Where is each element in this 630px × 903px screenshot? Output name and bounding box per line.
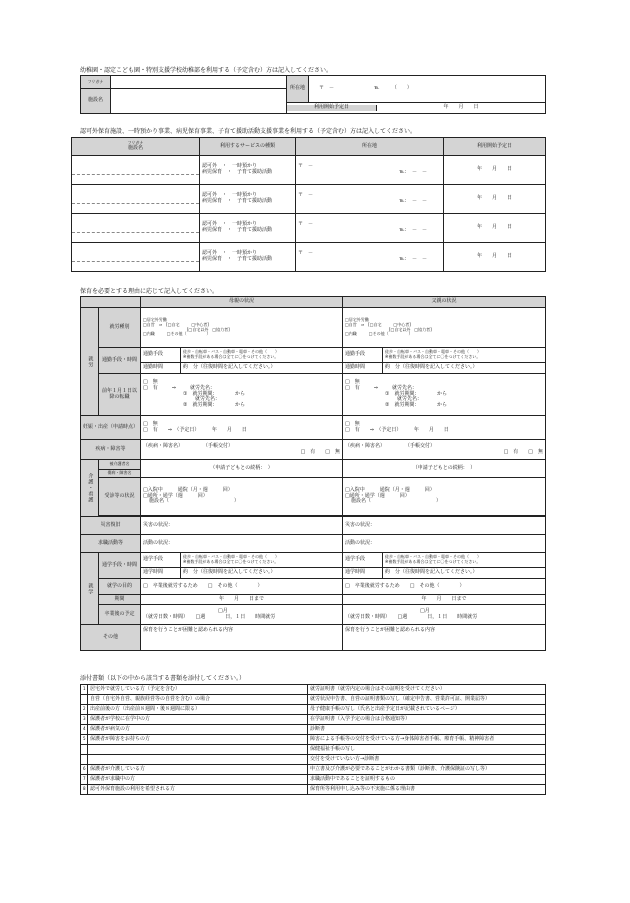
mother-study-time-label: 通学時間 [141, 568, 181, 579]
after-graduation-label: 卒業後の予定 [99, 605, 141, 625]
period-label: 期間 [99, 595, 141, 605]
father-prev-job[interactable]: □ 無 □ 有 ⇒ 就労先名： ① 就労期間： から 就労先名： ② 就労期間： から [343, 374, 546, 416]
attachment-document: 保健福祉手帳の写し [308, 745, 546, 755]
address-label: 所在地 [287, 76, 309, 103]
service-address-cell[interactable]: 〒 － ℡： － － [296, 156, 444, 185]
service-address-cell[interactable]: 〒 － ℡： － － [296, 214, 444, 243]
mother-disaster[interactable]: 災害の状況： [141, 517, 343, 535]
childcare-service-table [71, 137, 546, 272]
attachment-number [81, 755, 88, 765]
attachment-document: 診断書 [308, 725, 546, 735]
mother-illness[interactable]: （疾病・障害名） （手帳交付） □ 有 □ 無 [141, 440, 343, 460]
service-row [72, 156, 546, 185]
service-type-cell[interactable]: 認可外 ・ 一時預かり 病児保育 ・ 子育て援助活動 [200, 156, 296, 185]
attachment-document: 在学証明書（入学予定の場合は合格通知等） [308, 715, 546, 725]
father-study-time-label: 通学時間 [343, 568, 383, 579]
care-subject-label: 被介護者名 [99, 460, 141, 470]
service-facility-cell[interactable] [72, 243, 200, 272]
attachment-row [81, 705, 546, 715]
attachment-row [81, 755, 546, 765]
sec2-facility-header: フリガナ 施設名 [72, 138, 200, 156]
service-row [72, 243, 546, 272]
father-disaster[interactable]: 災害の状況： [343, 517, 546, 535]
mother-care-status[interactable]: □入院中 通院（月・週 回） □通所・通学（週 回） 施設名（ ） [141, 478, 343, 516]
service-start-cell[interactable]: 年 月 日 [444, 243, 546, 272]
father-commute-time[interactable]: 約 分（往復時間を記入してください。） [383, 363, 546, 374]
mother-study-purpose[interactable]: □ 卒業後就労するため □ その他（ ） [141, 579, 343, 595]
father-other[interactable]: 保育を行うことが困難と認められる内容 [343, 625, 546, 651]
attachment-row [81, 745, 546, 755]
section2-title: 認可外保育施設、一時預かり事業、病児保育事業、子育て援助活動支援事業を利用する（予定含む）方は記入してください。 [80, 128, 417, 135]
kindergarten-table [80, 75, 546, 114]
mother-header: 母親の状況 [141, 297, 343, 308]
mother-study-options[interactable]: 徒歩・自転車・バス・自動車・電車・その他（ ） ※複数手段がある場合は全てに〇をつけてください。 [181, 553, 343, 568]
attachment-document: 保育所等利用申し込み等の不実施に係る理由書 [308, 785, 546, 795]
childcare-reason-table [80, 296, 546, 651]
father-job-search[interactable]: 活動の状況： [343, 535, 546, 553]
father-period[interactable]: 年 月 日まで [343, 595, 546, 605]
attachment-row [81, 765, 546, 775]
attachment-document: 求職活動中であることを証明するもの [308, 775, 546, 785]
attachment-document: 就労状況申告書、自営の証明書類の写し（確定申告書、営業許可証、開業届等） [308, 695, 546, 705]
start-date-row[interactable] [287, 103, 546, 114]
mother-other[interactable]: 保育を行うことが困難と認められる内容 [141, 625, 343, 651]
attachments-table [80, 684, 546, 795]
attachment-document: 母子健康手帳の写し（氏名と出産予定日が記載されているページ） [308, 705, 546, 715]
attachment-row [81, 715, 546, 725]
attachment-condition: 保護者が学校に在学中の方 [88, 715, 308, 725]
disaster-label: 災害復旧 [81, 517, 141, 535]
father-pregnancy[interactable]: □ 無 □ 有 ⇒ （予定日） 年 月 日 [343, 416, 546, 440]
section3-title: 保育を必要とする理由に応じて記入してください。 [80, 288, 219, 295]
attachment-condition: 保護者が障害をお持ちの方 [88, 735, 308, 745]
attachment-row [81, 785, 546, 795]
attachment-number: 5 [81, 735, 88, 745]
service-start-cell[interactable]: 年 月 日 [444, 214, 546, 243]
attachment-condition: 出産前後の方（出産前８週間・後８週間に限る） [88, 705, 308, 715]
care-label: 介護・看護 [81, 460, 99, 517]
father-study-means-label: 通学手段 [343, 553, 383, 568]
service-facility-cell[interactable] [72, 156, 200, 185]
service-start-cell[interactable]: 年 月 日 [444, 156, 546, 185]
attachment-number [81, 695, 88, 705]
start-date-label: 利用開始予定日 [287, 105, 377, 111]
father-care-relation[interactable]: （申請子どもとの続柄： ） [343, 460, 546, 478]
attachment-number: 4 [81, 725, 88, 735]
employment-type-label: 就労種別 [99, 308, 141, 348]
attachment-number: 2 [81, 705, 88, 715]
attachment-document: 申立書及び介護が必要であることがわかる書類（診断書、介護保険証の写し等） [308, 765, 546, 775]
mother-period[interactable]: 年 月 日まで [141, 595, 343, 605]
mother-after-graduation[interactable]: □月 （就労日数・時間） □週 日，１日 時間就労 [141, 605, 343, 625]
service-start-cell[interactable]: 年 月 日 [444, 185, 546, 214]
father-commute-time-label: 通勤時間 [343, 363, 383, 374]
attachment-document: 障害による手帳等の交付を受けている方→身体障害者手帳、療育手帳、精神障害者 [308, 735, 546, 745]
section1-title: 幼稚園・認定こども園・特別支援学校幼稚部を利用する（予定含む）方は記入してください。 [80, 67, 333, 74]
sec2-start-header: 利用開始予定日 [444, 138, 546, 156]
service-address-cell[interactable]: 〒 － ℡： － － [296, 243, 444, 272]
mother-pregnancy[interactable]: □ 無 □ 有 ⇒ （予定日） 年 月 日 [141, 416, 343, 440]
sec2-service-header: 利用するサービスの種類 [200, 138, 296, 156]
attachment-number: 7 [81, 775, 88, 785]
sec2-address-header: 所在地 [296, 138, 444, 156]
illness-label: 疾病・障害等 [81, 440, 141, 460]
attachment-condition [88, 755, 308, 765]
mother-commute-means-label: 通勤手段 [141, 348, 181, 363]
attachment-document: 交付を受けていない方→診断書 [308, 755, 546, 765]
father-header: 父親の状況 [343, 297, 546, 308]
care-illness-label: 傷病・障害名 [99, 470, 141, 478]
mother-study-means-label: 通学手段 [141, 553, 181, 568]
start-date-value: 年 月 日 [443, 104, 479, 111]
service-type-cell[interactable]: 認可外 ・ 一時預かり 病児保育 ・ 子育て援助活動 [200, 185, 296, 214]
mother-job-search[interactable]: 活動の状況： [141, 535, 343, 553]
attachment-condition: 保護者が病気の方 [88, 725, 308, 735]
section4-title: 添付書類（以下の中から該当する書類を添付してください。） [80, 675, 246, 682]
address-field[interactable]: 〒 － ℡ （ ） [309, 76, 546, 103]
mother-commute-options[interactable]: 徒歩・自転車・バス・自動車・電車・その他（ ） ※複数手段がある場合は全てに〇をつけてください。 [181, 348, 343, 363]
father-study-time[interactable]: 約 分（往復時間を記入してください。） [383, 568, 546, 579]
service-type-cell[interactable]: 認可外 ・ 一時預かり 病児保育 ・ 子育て援助活動 [200, 243, 296, 272]
study-label: 就学 [81, 553, 99, 625]
study-purpose-label: 就学の目的 [99, 579, 141, 595]
attachment-row [81, 735, 546, 745]
father-care-status[interactable]: □入院中 通院（月・週 回） □通所・通学（週 回） 施設名（ ） [343, 478, 546, 516]
furigana-label: フリガナ [81, 76, 111, 89]
father-commute-means-label: 通勤手段 [343, 348, 383, 363]
study-commute-label: 通学手段・時間 [99, 553, 141, 579]
other-label: その他 [81, 625, 141, 651]
attachment-number: 6 [81, 765, 88, 775]
facility-name-label: 施設名 [81, 89, 111, 114]
facility-name-field[interactable] [111, 89, 287, 114]
attachment-row [81, 695, 546, 705]
service-facility-cell[interactable] [72, 185, 200, 214]
care-status-label: 受診等の状況 [99, 478, 141, 516]
service-row [72, 185, 546, 214]
mother-prev-job[interactable]: □ 無 □ 有 ⇒ 就労先名： ① 就労期間： から 就労先名： ② 就労期間： から [141, 374, 343, 416]
service-address-cell[interactable]: 〒 － ℡： － － [296, 185, 444, 214]
attachment-number: 1 [81, 685, 88, 695]
attachment-document: 就労証明書（就労内定の場合はその証明を受けてください） [308, 685, 546, 695]
mother-care-relation[interactable]: （申請子どもとの続柄： ） [141, 460, 343, 478]
father-study-purpose[interactable]: □ 卒業後就労するため □ その他（ ） [343, 579, 546, 595]
father-employment-type[interactable]: □居宅外労働 □自営 ⇒ [□自宅 □中心者] [□自宅以外 □協力者] □内職 □その他（ ） [343, 308, 546, 348]
service-facility-cell[interactable] [72, 214, 200, 243]
employment-label: 就労 [81, 308, 99, 416]
pregnancy-label: 妊娠・出産（申請時点） [81, 416, 141, 440]
father-study-options[interactable]: 徒歩・自転車・バス・自動車・電車・その他（ ） ※複数手段がある場合は全てに〇をつけてください。 [383, 553, 546, 568]
attachment-number [81, 745, 88, 755]
attachment-condition: 保護者が求職中の方 [88, 775, 308, 785]
attachment-number: 8 [81, 785, 88, 795]
mother-commute-time-label: 通勤時間 [141, 363, 181, 374]
father-after-graduation[interactable]: □月 （就労日数・時間） □週 日，１日 時間就労 [343, 605, 546, 625]
attachment-row [81, 685, 546, 695]
attachment-row [81, 725, 546, 735]
attachment-condition: 居宅外で就労している方（予定を含む） [88, 685, 308, 695]
attachment-condition [88, 745, 308, 755]
prev-job-label: 前年１月１日以降の転職 [99, 374, 141, 416]
attachment-condition: 自営（自宅外自営、親族経営等の自営を含む）の場合 [88, 695, 308, 705]
attachment-condition: 認可外保育施設の利用を希望される方 [88, 785, 308, 795]
mother-study-time[interactable]: 約 分（往復時間を記入してください。） [181, 568, 343, 579]
father-illness[interactable]: （疾病・障害名） （手帳交付） □ 有 □ 無 [343, 440, 546, 460]
father-commute-options[interactable]: 徒歩・自転車・バス・自動車・電車・その他（ ） ※複数手段がある場合は全てに〇をつけてください。 [383, 348, 546, 363]
service-type-cell[interactable]: 認可外 ・ 一時預かり 病児保育 ・ 子育て援助活動 [200, 214, 296, 243]
attachment-row [81, 775, 546, 785]
attachment-number: 3 [81, 715, 88, 725]
attachment-condition: 保護者が介護している方 [88, 765, 308, 775]
furigana-field[interactable] [111, 76, 287, 89]
mother-employment-type[interactable]: □居宅外労働 □自営 ⇒ [□自宅 □中心者] [□自宅以外 □協力者] □内職 □その他（ ） [141, 308, 343, 348]
commute-label: 通勤手段・時間 [99, 348, 141, 374]
mother-commute-time[interactable]: 約 分（往復時間を記入してください。） [181, 363, 343, 374]
service-row [72, 214, 546, 243]
job-search-label: 求職活動等 [81, 535, 141, 553]
